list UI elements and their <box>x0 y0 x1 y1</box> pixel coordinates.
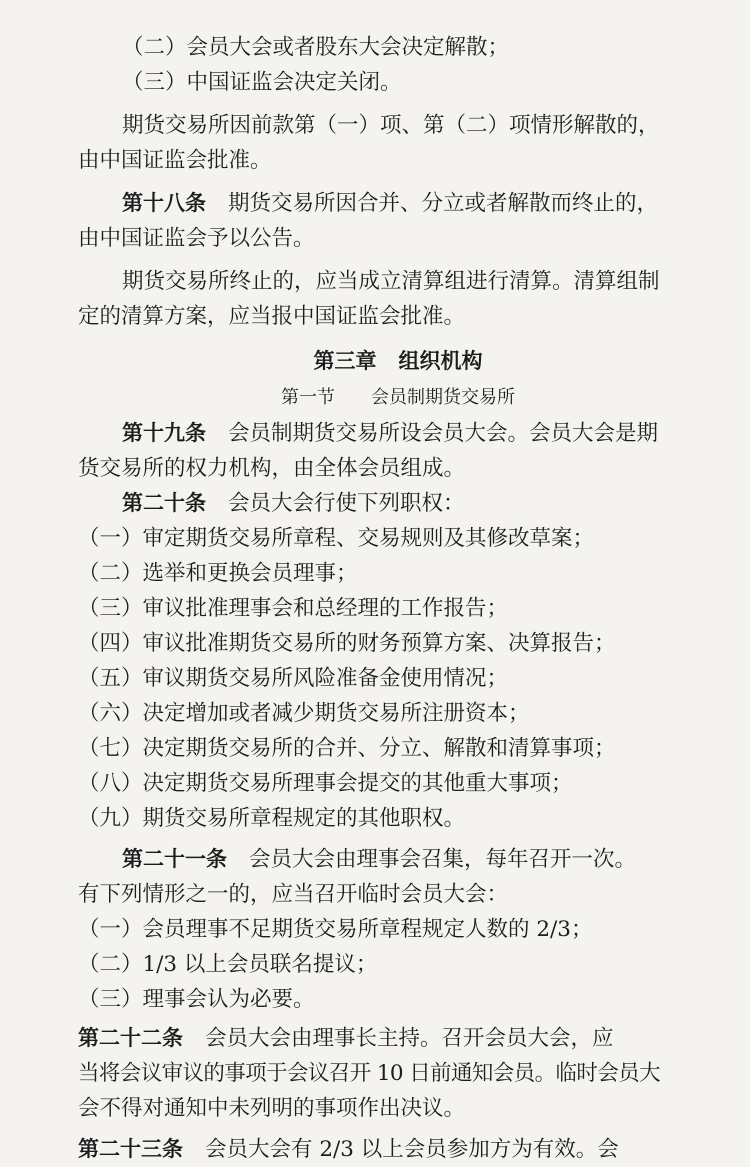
article-heading: 第二十条 <box>122 491 206 515</box>
text-line: 定的清算方案，应当报中国证监会批准。 <box>78 304 466 329</box>
text-line: （三）中国证监会决定关闭。 <box>122 70 402 95</box>
article-21: 第二十一条 会员大会由理事会召集，每年召开一次。 <box>122 847 637 872</box>
list-item: （三）理事会认为必要。 <box>78 987 315 1012</box>
list-item: （六）决定增加或者减少期货交易所注册资本； <box>78 701 530 726</box>
text-line: 有下列情形之一的，应当召开临时会员大会： <box>78 882 509 907</box>
page-body <box>78 30 718 1167</box>
section-heading: 第一节 会员制期货交易所 <box>281 387 515 408</box>
text-line: 期货交易所终止的，应当成立清算组进行清算。清算组制 <box>122 269 660 294</box>
list-item: （九）期货交易所章程规定的其他职权。 <box>78 806 466 831</box>
article-heading: 第二十一条 <box>122 847 227 871</box>
list-item: （八）决定期货交易所理事会提交的其他重大事项； <box>78 771 573 796</box>
list-item: （二）1/3 以上会员联名提议； <box>78 952 378 977</box>
list-item: （三）审议批准理事会和总经理的工作报告； <box>78 596 509 621</box>
text-line: 由中国证监会批准。 <box>78 148 272 173</box>
article-20: 第二十条 会员大会行使下列职权： <box>122 491 465 516</box>
list-item: （一）审定期货交易所章程、交易规则及其修改草案； <box>78 526 595 551</box>
text-line: 货交易所的权力机构，由全体会员组成。 <box>78 456 466 481</box>
chapter-heading: 第三章 组织机构 <box>313 349 483 373</box>
article-heading: 第十九条 <box>122 421 206 445</box>
article-23: 第二十三条 会员大会有 2/3 以上会员参加方为有效。会 <box>78 1137 619 1162</box>
text-line: 当将会议审议的事项于会议召开 10 日前通知会员。临时会员大 <box>78 1061 661 1086</box>
list-item: （五）审议期货交易所风险准备金使用情况； <box>78 666 509 691</box>
article-heading: 第十八条 <box>122 191 206 215</box>
list-item: （四）审议批准期货交易所的财务预算方案、决算报告； <box>78 631 616 656</box>
article-18: 第十八条 期货交易所因合并、分立或者解散而终止的， <box>122 191 659 216</box>
article-19: 第十九条 会员制期货交易所设会员大会。会员大会是期 <box>122 421 659 446</box>
article-heading: 第二十三条 <box>78 1137 183 1161</box>
list-item: （七）决定期货交易所的合并、分立、解散和清算事项； <box>78 736 616 761</box>
list-item: （一）会员理事不足期货交易所章程规定人数的 2/3； <box>78 917 593 942</box>
text-line: 会不得对通知中未列明的事项作出决议。 <box>78 1096 466 1121</box>
list-item: （二）选举和更换会员理事； <box>78 561 358 586</box>
text-line: （二）会员大会或者股东大会决定解散； <box>122 35 510 60</box>
article-heading: 第二十二条 <box>78 1026 183 1050</box>
text-line: 由中国证监会予以公告。 <box>78 226 315 251</box>
text-line: 期货交易所因前款第（一）项、第（二）项情形解散的， <box>122 113 660 138</box>
article-22: 第二十二条 会员大会由理事长主持。召开会员大会，应 <box>78 1026 614 1051</box>
